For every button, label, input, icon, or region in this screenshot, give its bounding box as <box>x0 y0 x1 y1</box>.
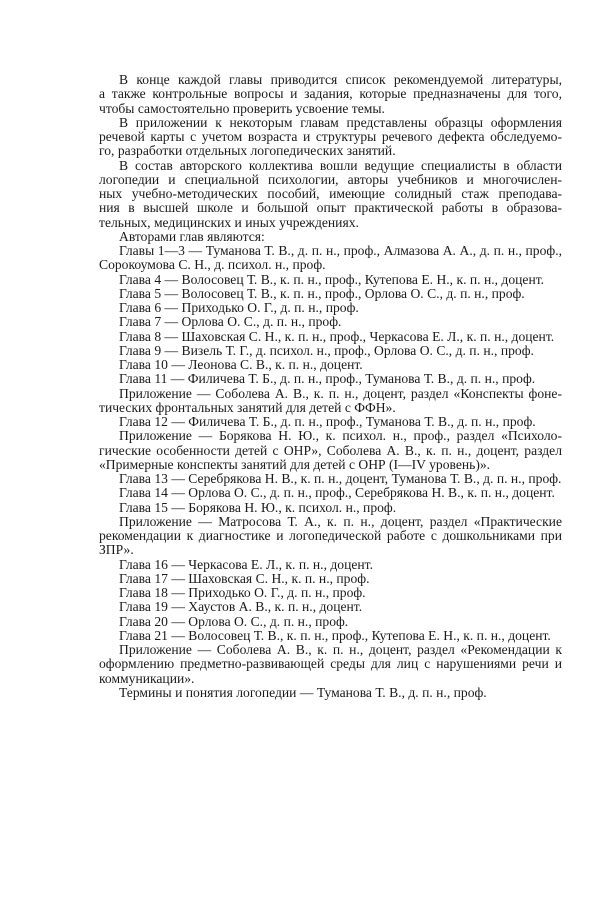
text-line: Сорокоумова С. Н., д. психол. н., проф. <box>99 257 326 273</box>
text-line: Глава 21 — Волосовец Т. В., к. п. н., проф., Кутепова Е. Н., к. п. н., доцент. <box>119 627 551 643</box>
text-line: го, разработки отдельных логопедических занятий. <box>99 143 396 159</box>
text-line: Глава 14 — Орлова О. С., д. п. н., проф., Серебрякова Н. В., к. п. н., доцент. <box>119 485 555 501</box>
text-line: «Примерные конспекты занятий для детей с ОНР (I—IV уровень)». <box>99 456 491 472</box>
author-entry-ch-12 <box>99 415 562 429</box>
author-entry-appendix-12 <box>99 429 562 472</box>
author-entry-ch-1-3 <box>99 244 562 273</box>
text-line: чтобы самостоятельно проверить усвоение темы. <box>99 100 385 116</box>
text-line: В состав авторского коллектива вошли ведущие специалисты в области <box>119 158 562 173</box>
text-line: тических фронтальных занятий для детей с ФФН». <box>99 399 396 415</box>
text-line: гические особенности детей с ОНР», Соболева А. В., к. п. н., доцент, раздел <box>99 443 562 458</box>
text-line: В конце каждой главы приводится список рекомендуемой литературы, <box>119 73 562 87</box>
text-line: Приложение — Матросова Т. А., к. п. н., доцент, раздел «Практические <box>119 514 562 529</box>
text-line: Глава 13 — Серебрякова Н. В., к. п. н., доцент, Туманова Т. В., д. п. н., проф. <box>119 471 562 486</box>
text-line: Глава 7 — Орлова О. С., д. п. н., проф. <box>119 314 342 330</box>
text-line: Глава 18 — Приходько О. Г., д. п. н., проф. <box>119 585 366 600</box>
author-entry-ch-14 <box>99 486 562 500</box>
text-line: Термины и понятия логопедии — Туманова Т. В., д. п. н., проф. <box>119 684 487 700</box>
text-line: ЗПР». <box>99 542 134 558</box>
authors-heading <box>99 230 562 244</box>
text-line: логопедии и специальной психологии, авторы учебников и многочислен- <box>99 172 562 187</box>
author-entry-ch-20 <box>99 615 562 629</box>
author-entry-ch-17 <box>99 572 562 586</box>
text-line: Глава 16 — Черкасова Е. Л., к. п. н., доцент. <box>119 556 373 572</box>
author-entry-ch-19 <box>99 600 562 614</box>
author-entry-glossary <box>99 686 562 700</box>
text-line: Глава 10 — Леонова С. В., к. п. н., доцент. <box>119 357 363 372</box>
text-line: Глава 4 — Волосовец Т. В., к. п. н., проф., Кутепова Е. Н., к. п. н., доцент. <box>119 271 545 287</box>
author-entry-ch-11 <box>99 372 562 386</box>
text-line: Глава 20 — Орлова О. С., д. п. н., проф. <box>119 613 349 629</box>
text-line: ных учебно-методических пособий, имеющие солидный стаж преподава- <box>99 187 562 201</box>
author-entry-ch-21 <box>99 629 562 643</box>
author-entry-ch-8 <box>99 330 562 344</box>
author-entry-ch-10 <box>99 358 562 372</box>
text-line: Глава 5 — Волосовец Т. В., к. п. н., проф., Орлова О. С., д. п. н., проф. <box>119 285 525 301</box>
text-line: Глава 9 — Визель Т. Г., д. психол. н., проф., Орлова О. С., д. п. н., проф. <box>119 342 534 358</box>
author-entry-ch-5 <box>99 287 562 301</box>
text-line: Глава 15 — Борякова Н. Ю., к. психол. н., проф. <box>119 499 397 515</box>
text-line: тельных, медицинских и иных учреждениях. <box>99 214 359 230</box>
paragraph-intro-appendix <box>99 116 562 159</box>
text-line: Глава 11 — Филичева Т. Б., д. п. н., проф., Туманова Т. В., д. п. н., проф. <box>119 371 536 387</box>
author-entry-ch-16 <box>99 558 562 572</box>
text-line: коммуникации». <box>99 670 195 686</box>
author-entry-ch-7 <box>99 315 562 329</box>
text-line: Авторами глав являются: <box>119 228 265 244</box>
text-line: речевой карты с учетом возраста и структуры речевого дефекта обследуемо- <box>99 130 562 144</box>
author-entry-ch-6 <box>99 301 562 315</box>
text-line: Глава 12 — Филичева Т. Б., д. п. н., проф., Туманова Т. В., д. п. н., проф. <box>119 414 536 429</box>
document-page <box>99 73 562 700</box>
text-line: оформлению предметно-развивающей среды для лиц с нарушениями речи и <box>99 657 562 672</box>
text-line: Глава 6 — Приходько О. Г., д. п. н., проф. <box>119 300 359 315</box>
text-line: а также контрольные вопросы и задания, которые предназначены для того, <box>99 87 562 102</box>
author-entry-ch-13 <box>99 472 562 486</box>
text-line: Главы 1—3 — Туманова Т. В., д. п. н., проф., Алмазова А. А., д. п. н., проф., <box>119 244 562 258</box>
author-entry-ch-9 <box>99 344 562 358</box>
author-entry-appendix-15 <box>99 515 562 558</box>
text-line: Приложение — Соболева А. В., к. п. н., доцент, раздел «Конспекты фоне- <box>119 386 562 401</box>
paragraph-intro-authors-team <box>99 159 562 230</box>
author-entry-appendix-21 <box>99 643 562 686</box>
author-entry-ch-18 <box>99 586 562 600</box>
text-line: Приложение — Соболева А. В., к. п. н., доцент, раздел «Рекомендации к <box>119 643 562 657</box>
text-line: Приложение — Борякова Н. Ю., к. психол. н., проф., раздел «Психоло- <box>119 429 562 444</box>
text-line: рекомендации к диагностике и логопедической работе с дошкольниками при <box>99 529 562 543</box>
text-line: Глава 19 — Хаустов А. В., к. п. н., доцент. <box>119 599 363 615</box>
text-line: Глава 8 — Шаховская С. Н., к. п. н., проф., Черкасова Е. Л., к. п. н., доцент. <box>119 328 555 344</box>
author-entry-appendix-11 <box>99 387 562 416</box>
author-entry-ch-15 <box>99 501 562 515</box>
text-line: В приложении к некоторым главам представлены образцы оформления <box>119 115 562 130</box>
author-entry-ch-4 <box>99 273 562 287</box>
text-line: Глава 17 — Шаховская С. Н., к. п. н., проф. <box>119 570 370 586</box>
paragraph-intro-literature <box>99 73 562 116</box>
text-line: ния в высшей школе и большой опыт практической работы в образова- <box>99 201 562 216</box>
